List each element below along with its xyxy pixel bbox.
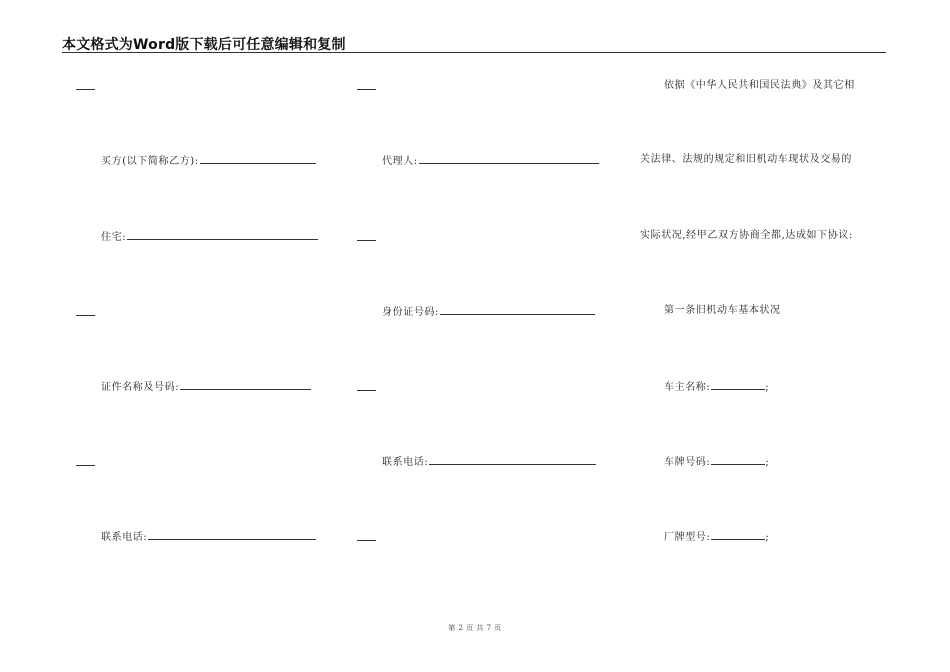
residence-field xyxy=(101,230,318,244)
blank-dash xyxy=(76,315,95,316)
id-type-number-field xyxy=(101,380,311,394)
id-number-field xyxy=(382,305,595,319)
owner-name-semicolon: ; xyxy=(765,382,770,393)
residence-blank-line xyxy=(127,230,318,240)
id-number-blank-line xyxy=(440,305,595,315)
preamble-line-2: 关法律、法规的规定和旧机动车现状及交易的 xyxy=(640,154,852,165)
plate-number-semicolon: ; xyxy=(765,457,770,468)
model-blank-line xyxy=(711,530,765,540)
blank-dash xyxy=(357,390,376,391)
model-label: 厂牌型号: xyxy=(664,532,711,543)
plate-number-label: 车牌号码: xyxy=(664,457,711,468)
owner-name-field xyxy=(664,380,769,394)
owner-name-blank-line xyxy=(711,380,765,390)
page-header-title: 本文格式为Word版下载后可任意编辑和复制 xyxy=(62,37,346,53)
page-number-footer: 第 2 页 共 7 页 xyxy=(448,624,502,632)
owner-name-label: 车主名称: xyxy=(664,382,711,393)
agent-field xyxy=(382,154,599,168)
id-type-number-blank-line xyxy=(180,380,311,390)
plate-number-blank-line xyxy=(711,455,765,465)
model-semicolon: ; xyxy=(765,532,770,543)
buyer-phone-label: 联系电话: xyxy=(101,532,148,543)
header-rule xyxy=(62,52,886,53)
blank-dash xyxy=(357,540,376,541)
blank-dash xyxy=(357,240,376,241)
buyer-blank-line xyxy=(200,154,316,164)
id-type-number-label: 证件名称及号码: xyxy=(101,382,180,393)
agent-label: 代理人: xyxy=(382,156,418,167)
preamble-line-1: 依据《中华人民共和国民法典》及其它相 xyxy=(664,80,855,91)
buyer-label: 买方(以下简称乙方): xyxy=(101,156,199,167)
preamble-line-3: 实际状况,经甲乙双方协商全都,达成如下协议: xyxy=(640,230,853,241)
plate-number-field xyxy=(664,455,769,469)
article-1-heading: 第一条旧机动车基本状况 xyxy=(664,305,781,316)
buyer-phone-blank-line xyxy=(148,530,316,540)
buyer-phone-field xyxy=(101,530,316,544)
id-number-label: 身份证号码: xyxy=(382,307,439,318)
agent-blank-line xyxy=(419,154,599,164)
blank-dash xyxy=(76,89,95,90)
agent-phone-field xyxy=(382,455,596,469)
model-field xyxy=(664,530,769,544)
buyer-field xyxy=(101,154,316,168)
agent-phone-blank-line xyxy=(429,455,596,465)
blank-dash xyxy=(76,465,95,466)
residence-label: 住宅: xyxy=(101,232,127,243)
blank-dash xyxy=(357,89,376,90)
agent-phone-label: 联系电话: xyxy=(382,457,429,468)
